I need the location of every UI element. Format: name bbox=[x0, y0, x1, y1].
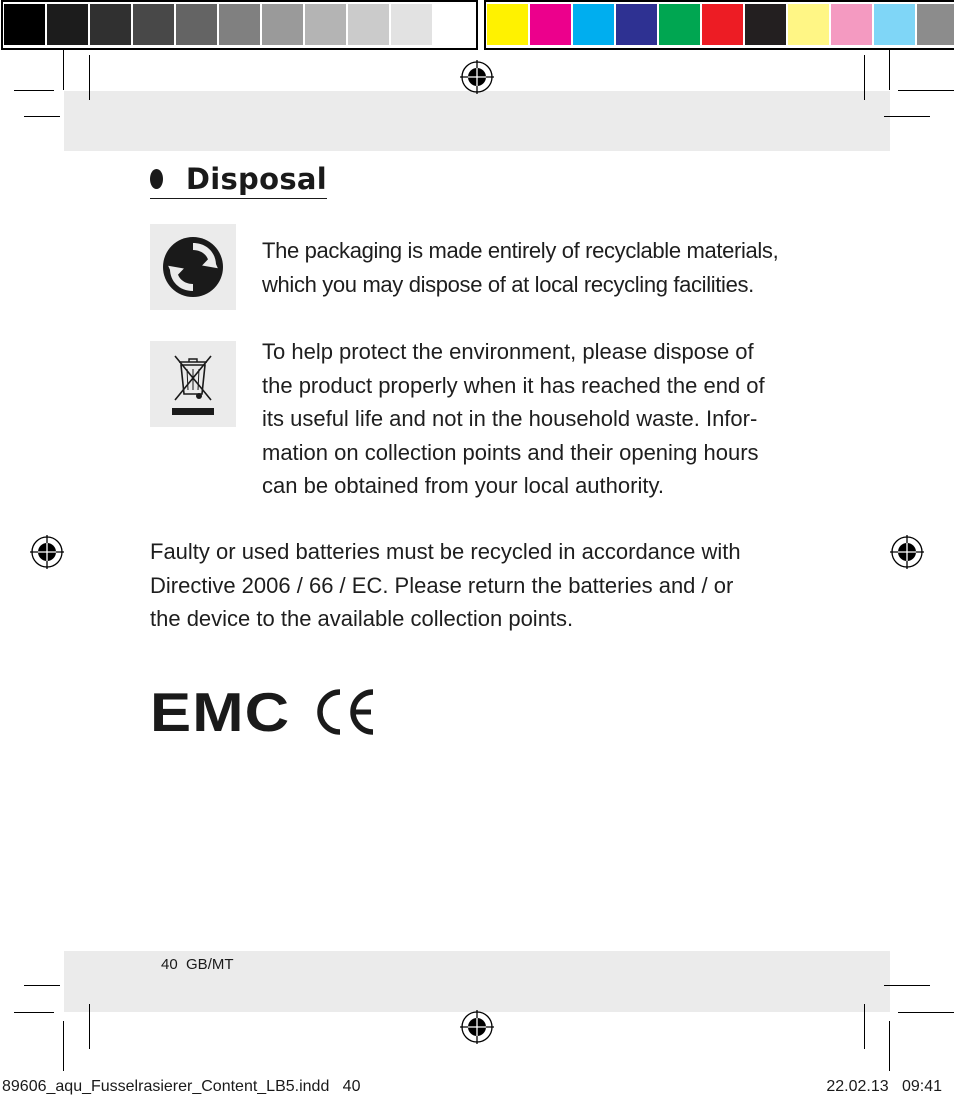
color-swatch bbox=[659, 4, 700, 45]
crop-mark bbox=[63, 48, 64, 90]
gray-swatch bbox=[305, 4, 346, 45]
crop-mark bbox=[889, 1021, 890, 1071]
color-swatch bbox=[788, 4, 829, 45]
crop-mark bbox=[89, 55, 90, 100]
packaging-paragraph bbox=[262, 234, 778, 301]
slug-date-time: 22.02.13 09:41 bbox=[826, 1078, 942, 1095]
gray-swatch bbox=[348, 4, 389, 45]
color-swatch bbox=[874, 4, 915, 45]
crop-mark bbox=[898, 90, 954, 91]
text-line: The packaging is made entirely of recyclable materials, bbox=[262, 238, 779, 263]
color-swatch bbox=[616, 4, 657, 45]
crossed-out-bin-icon bbox=[163, 344, 223, 424]
text-line: the product properly when it has reached the end of bbox=[262, 372, 765, 398]
text-line: mation on collection points and their opening hours bbox=[262, 439, 759, 465]
crop-mark bbox=[24, 985, 60, 986]
text-line: the device to the available collection points. bbox=[150, 606, 574, 632]
page-label: 40 GB/MT bbox=[161, 956, 234, 973]
recycling-icon-box bbox=[150, 224, 236, 310]
text-line: its useful life and not in the household waste. Infor- bbox=[262, 406, 758, 432]
gray-swatch bbox=[47, 4, 88, 45]
gray-swatch bbox=[176, 4, 217, 45]
text-line: can be obtained from your local authority. bbox=[262, 473, 664, 499]
crop-mark bbox=[884, 116, 930, 117]
crop-mark bbox=[14, 90, 54, 91]
crop-mark bbox=[24, 116, 60, 117]
gray-swatch bbox=[391, 4, 432, 45]
crop-mark bbox=[864, 1004, 865, 1049]
registration-mark-icon bbox=[460, 60, 494, 94]
color-swatch bbox=[917, 4, 954, 45]
color-swatch bbox=[831, 4, 872, 45]
crop-mark bbox=[89, 1004, 90, 1049]
crop-mark bbox=[63, 1021, 64, 1071]
crop-mark bbox=[884, 985, 930, 986]
gray-swatch bbox=[219, 4, 260, 45]
crop-mark bbox=[14, 1012, 54, 1013]
gray-swatch bbox=[262, 4, 303, 45]
emc-mark: EMC bbox=[150, 681, 291, 743]
environment-paragraph bbox=[262, 335, 765, 503]
heading-bullet bbox=[150, 169, 163, 189]
crop-mark bbox=[864, 55, 865, 100]
registration-mark-icon bbox=[890, 535, 924, 569]
registration-mark-icon bbox=[460, 1010, 494, 1044]
crop-mark bbox=[898, 1012, 954, 1013]
compliance-marks bbox=[150, 680, 377, 744]
color-swatch bbox=[573, 4, 614, 45]
process-color-bar bbox=[484, 0, 954, 50]
color-swatch bbox=[487, 4, 528, 45]
slug-file: 89606_aqu_Fusselrasierer_Content_LB5.indd 40 bbox=[2, 1078, 361, 1095]
color-swatch bbox=[745, 4, 786, 45]
section-heading bbox=[150, 162, 327, 199]
gray-swatch bbox=[434, 4, 475, 45]
weee-icon-box bbox=[150, 341, 236, 427]
text-line: To help protect the environment, please dispose of bbox=[262, 339, 754, 364]
ce-mark-icon bbox=[313, 688, 377, 736]
grayscale-color-bar bbox=[1, 0, 478, 50]
registration-mark-icon bbox=[30, 535, 64, 569]
section-title: Disposal bbox=[185, 162, 327, 196]
gray-swatch bbox=[90, 4, 131, 45]
gray-swatch bbox=[133, 4, 174, 45]
crop-mark bbox=[889, 48, 890, 90]
color-swatch bbox=[530, 4, 571, 45]
text-line: Directive 2006 / 66 / EC. Please return the batteries and / or bbox=[150, 572, 734, 598]
gray-swatch bbox=[4, 4, 45, 45]
color-swatch bbox=[702, 4, 743, 45]
green-dot-icon bbox=[161, 235, 225, 299]
header-band bbox=[64, 91, 890, 151]
batteries-paragraph bbox=[150, 535, 741, 636]
text-line: Faulty or used batteries must be recycled in accordance with bbox=[150, 539, 741, 564]
text-line: which you may dispose of at local recycling facilities. bbox=[262, 271, 754, 297]
